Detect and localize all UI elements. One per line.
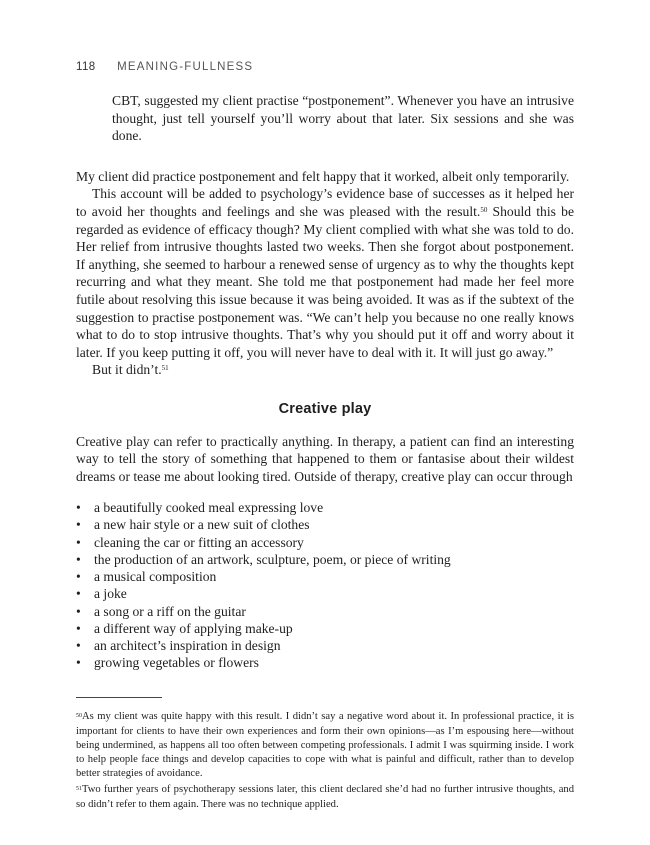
footnote-ref-51[interactable]: 51	[161, 364, 169, 373]
bullet-icon: •	[76, 655, 81, 671]
list-item-text: a musical composition	[94, 569, 217, 585]
footnote-text: As my client was quite happy with this result. I didn’t say a negative word about it. In professional practice, it is important for clients to have their own experiences and form their own opinions—as I’m espousing here—without being undermined, as happens all too often between competing professionals. I admit I was squirming inside. I work to help people face things and develop capacities to cope with what is painful and difficult, rather than to develop better strategies of avoidance.	[76, 711, 574, 780]
list-item	[76, 585, 574, 602]
list-item	[76, 551, 574, 568]
list-item	[76, 534, 574, 551]
list-item-text: an architect’s inspiration in design	[94, 637, 281, 653]
footnotes	[76, 710, 574, 811]
bullet-icon: •	[76, 603, 81, 619]
bullet-icon: •	[76, 586, 81, 602]
list-item-text: cleaning the car or fitting an accessory	[94, 534, 304, 550]
bullet-list	[76, 499, 574, 671]
block-quote	[112, 92, 574, 145]
running-head	[76, 61, 253, 73]
bullet-icon: •	[76, 620, 81, 636]
list-item	[76, 654, 574, 671]
block-quote-text: CBT, suggested my client practise “postponement”. Whenever you have an intrusive thought, just tell yourself you’ll worry about that later. Six sessions and she was done.	[112, 93, 574, 144]
paragraph-1: My client did practice postponement and felt happy that it worked, albeit only temporarily.	[76, 168, 570, 184]
list-item	[76, 637, 574, 654]
list-item-text: a beautifully cooked meal expressing love	[94, 500, 324, 516]
paragraph-2-part-b: Should this be regarded as evidence of efficacy though? My client complied with what she was told to do. Her relief from intrusive thoughts lasted two weeks. Then she forgot about postponement. If anything, she seemed to harbour a renewed sense of urgency as to why the thoughts kept recurring and what they meant. She told me that postponement had made her feel more futile about resolving this issue because it was being avoided. It was as if the subtext of the suggestion to practise postponement was. “We can’t help you because no one really knows what to do to stop intrusive thoughts. That’s why you should put it off and worry about it later. If you keep putting it off, you will never have to deal with it. It will just go away.”	[76, 203, 574, 360]
paragraph-2-part-a: This account will be added to psychology’s evidence base of successes as it helped her to avoid her thoughts and feelings and she was pleased with the result.	[76, 186, 574, 219]
footnote-marker: 51	[76, 786, 82, 793]
bullet-icon: •	[76, 569, 81, 585]
section-heading: Creative play	[278, 400, 372, 417]
list-item	[76, 568, 574, 585]
bullet-icon: •	[76, 637, 81, 653]
paragraph-3	[76, 361, 574, 379]
bullet-icon: •	[76, 551, 81, 567]
bullet-icon: •	[76, 534, 81, 550]
page-number: 118	[76, 61, 96, 73]
list-item	[76, 620, 574, 637]
running-head-title: MEANING-FULLNESS	[117, 61, 254, 73]
footnote-51	[76, 783, 574, 811]
list-item	[76, 499, 574, 516]
footnote-marker: 50	[76, 713, 82, 720]
bullet-icon: •	[76, 517, 81, 533]
list-item	[76, 516, 574, 533]
list-item	[76, 603, 574, 620]
section-intro: Creative play can refer to practically anything. In therapy, a patient can find an interesting way to tell the story of something that happened to them or fantasise about their wildest dreams or tease me about looking tired. Outside of therapy, creative play can occur through	[76, 433, 574, 484]
footnote-divider	[76, 697, 162, 698]
list-item-text: a different way of applying make-up	[94, 620, 293, 636]
footnote-ref-50[interactable]: 50	[480, 205, 488, 214]
list-item-text: a new hair style or a new suit of clothes	[94, 517, 310, 533]
paragraph-2	[76, 185, 574, 361]
bullet-icon: •	[76, 500, 81, 516]
list-item-text: a joke	[94, 586, 127, 602]
paragraph-3-text: But it didn’t.	[92, 362, 162, 378]
footnote-50	[76, 710, 574, 781]
list-item-text: the production of an artwork, sculpture, poem, or piece of writing	[94, 551, 451, 567]
footnote-text: Two further years of psychotherapy sessions later, this client declared she’d had no further intrusive thoughts, and so didn’t refer to them again. There was no technique applied.	[76, 784, 574, 810]
list-item-text: a song or a riff on the guitar	[94, 603, 246, 619]
list-item-text: growing vegetables or flowers	[94, 655, 259, 671]
body-text	[76, 92, 574, 814]
